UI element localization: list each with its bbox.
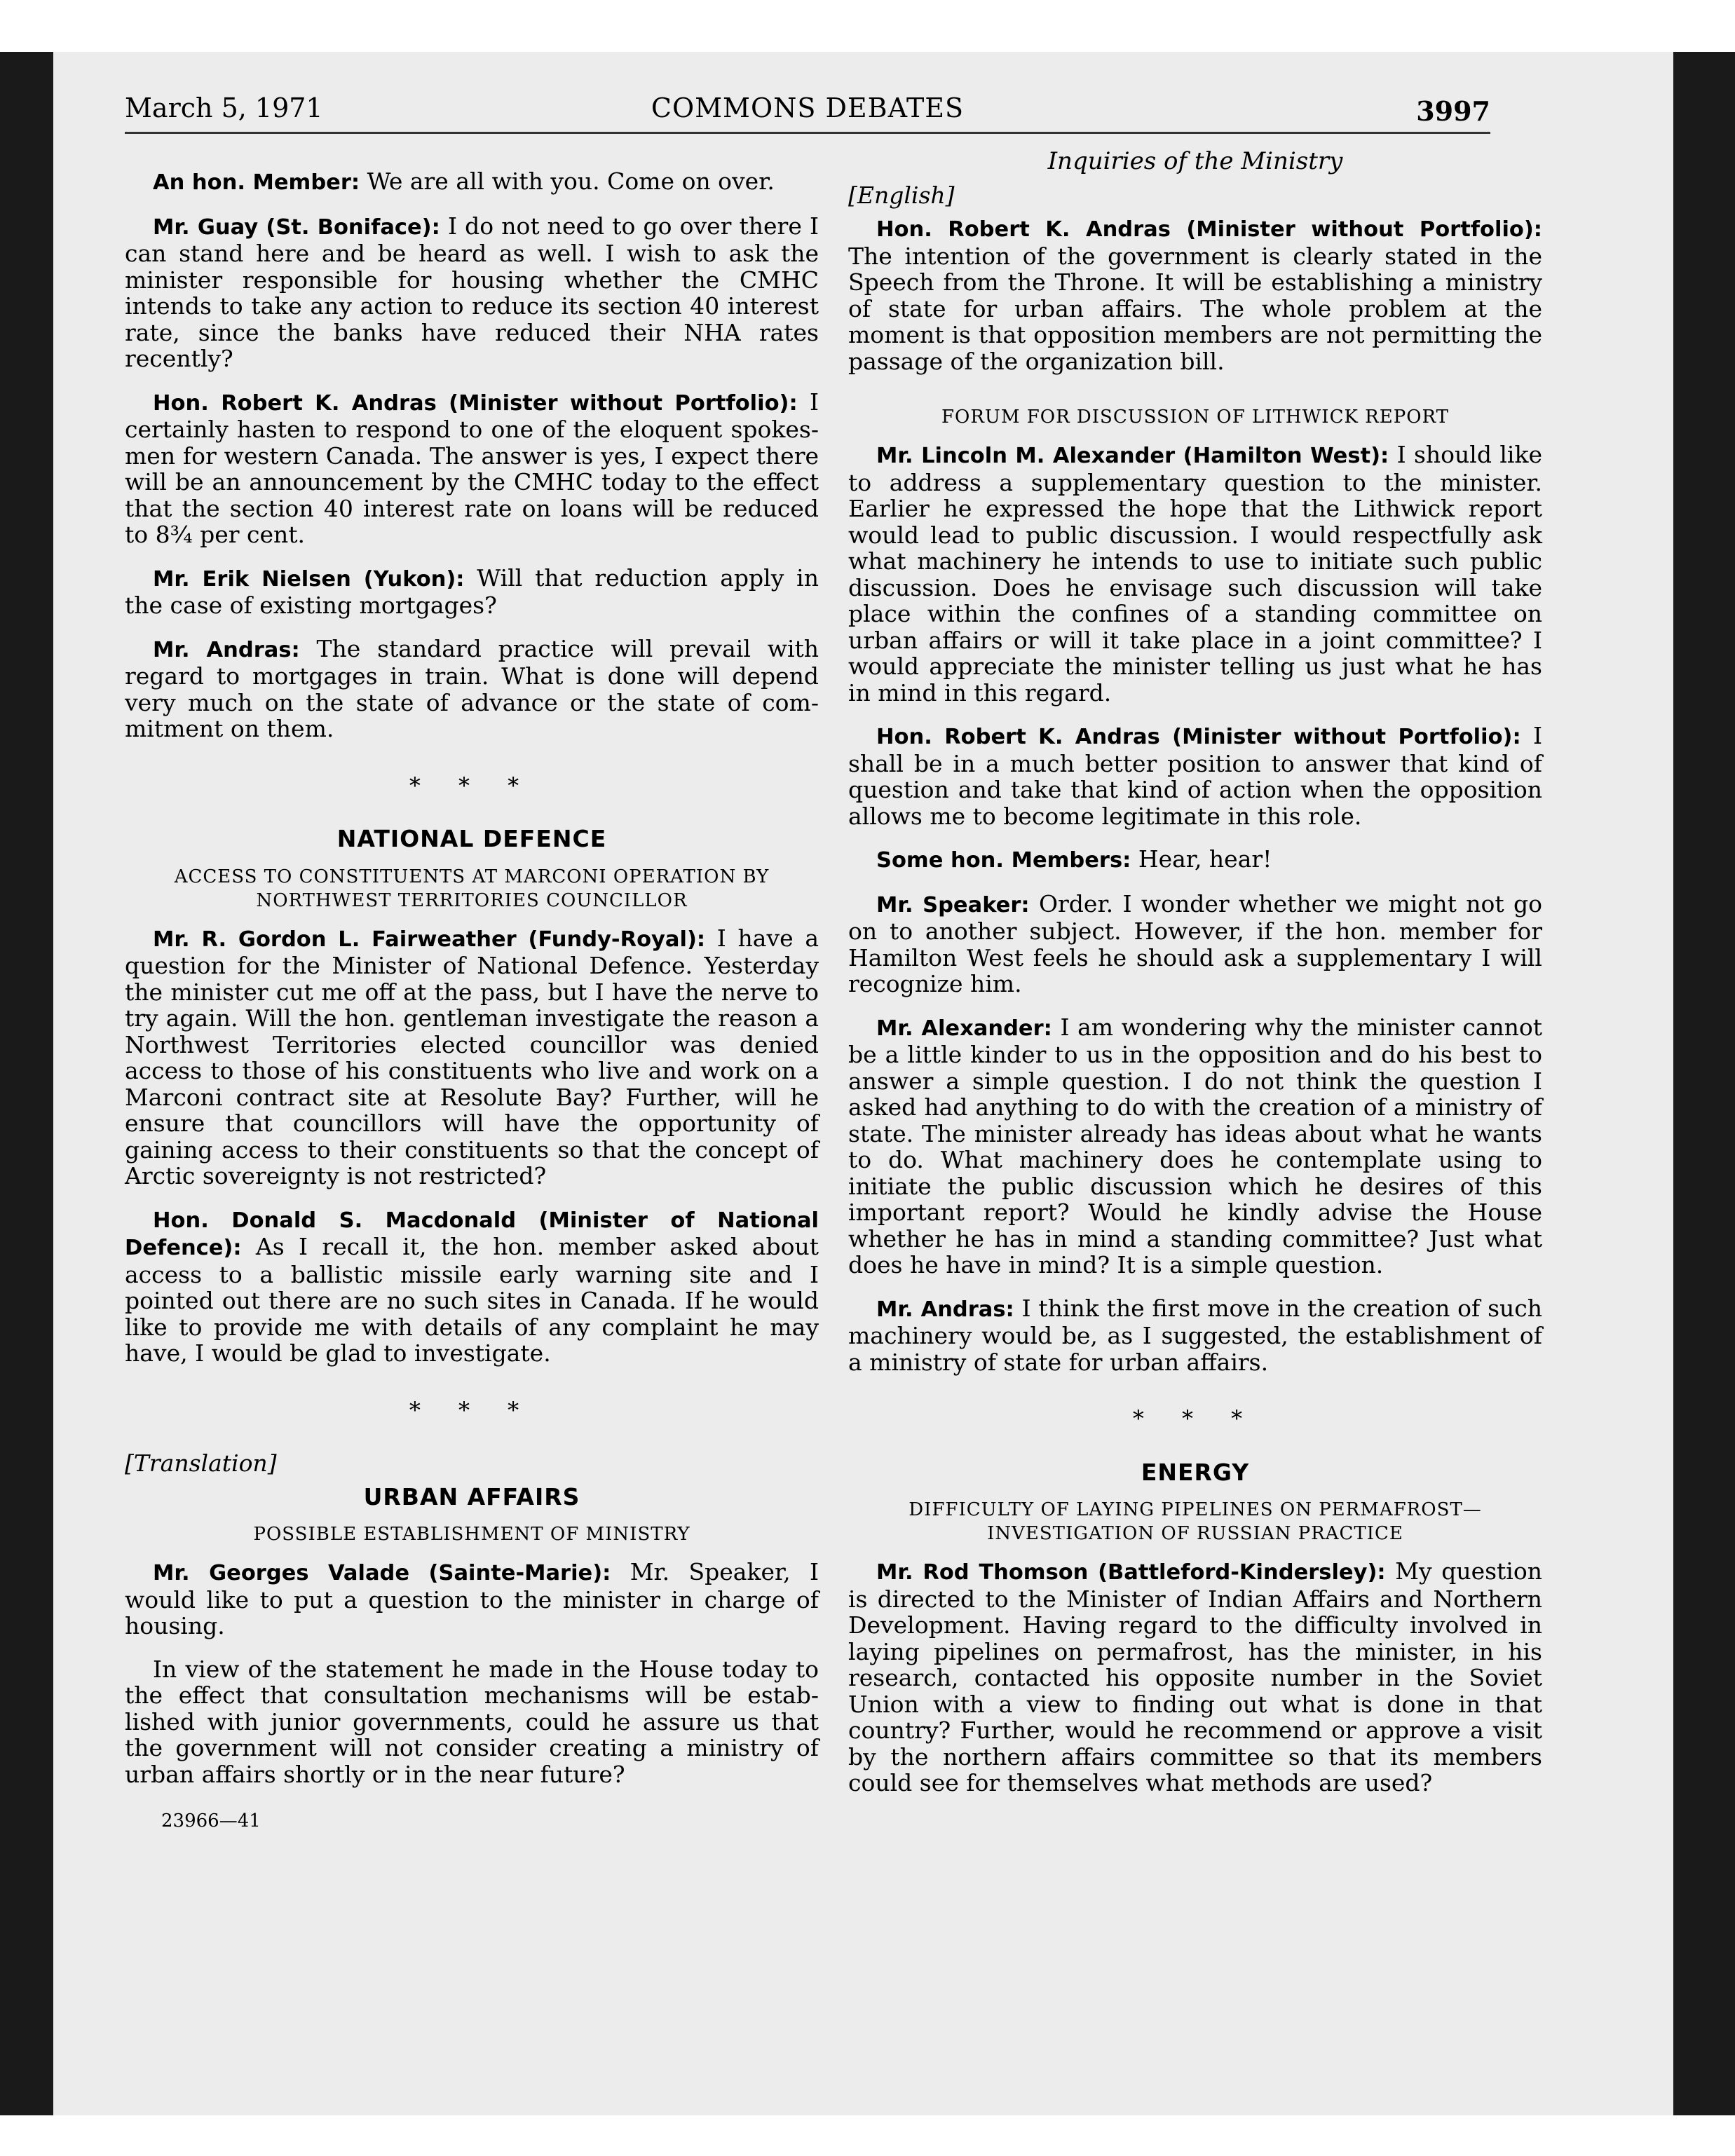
speech-text: I shall be in a much better position to answer that kind of question and take that kind of action when the opposition allows me to become legitimate in this role. xyxy=(848,722,1542,830)
speech-text: Hear, hear! xyxy=(1131,845,1272,873)
speech-text: I have a question for the Minister of National Defence. Yesterday the minister cut me off at the pass, but I have the nerve to try again. Will the hon. gentleman investigate the reason a Northwest Territories elected councillor was denied access to those of his constituents who live and work on a Marconi contract site at Resolute Bay? Further, will he ensure that councillors will have the opportunity of gaining access to their constituents so that the concept of Arctic sovereignty is not restricted? xyxy=(125,924,819,1189)
footer-code: 23966—41 xyxy=(161,1810,261,1831)
speaker-name: Mr. R. Gordon L. Fairweather (Fundy-Royal): xyxy=(153,927,706,952)
speaker-name: Mr. Georges Valade (Sainte-Marie): xyxy=(153,1561,611,1585)
paragraph xyxy=(848,215,1542,374)
speech-text: I should like to address a supplementary question to the minister. Earlier he expressed the hope that the Lithwick report would lead to public discussion. I would respectfully ask what machinery he intends to use to initiate such public discussion. Does he envisage such discussion will take place within the confines of a standing committee on urban affairs or will it take place in a joint committee? I would appreciate the minister telling us just what he has in mind in this regard. xyxy=(848,441,1542,707)
speech-text: We are all with you. Come on over. xyxy=(360,168,775,195)
speaker-name: Mr. Lincoln M. Alexander (Hamilton West): xyxy=(876,444,1389,468)
paragraph xyxy=(125,213,819,372)
section-separator: * * * xyxy=(409,1396,535,1424)
section-heading: ENERGY xyxy=(1141,1458,1250,1486)
speaker-name: Mr. Andras: xyxy=(876,1297,1014,1322)
speech-text: I certainly hasten to respond to one of the eloquent spokesmen for western Canada. The answer is yes, I expect there will be an announcement by the CMHC today to the effect that the section 40 interest rate on loans will be reduced to 8¾ per cent. xyxy=(125,388,819,548)
paragraph xyxy=(125,925,819,1189)
section-subheading: ACCESS TO CONSTITUENTS AT MARCONI OPERATION BY NORTHWEST TERRITORIES COUNCILLOR xyxy=(174,866,770,911)
section-separator: * * * xyxy=(1132,1405,1258,1432)
section-separator: * * * xyxy=(409,772,535,799)
header-title: COMMONS DEBATES xyxy=(651,93,965,123)
paragraph xyxy=(125,389,819,548)
speech-text: I do not need to go over there I can stand here and be heard as well. I wish to ask the minister responsible for housing whether the CMHC intends to take any action to reduce its section 40 interest rate, since the banks have reduced their NHA rates recently? xyxy=(125,212,819,372)
paragraph xyxy=(848,1295,1542,1376)
paragraph xyxy=(125,168,819,196)
speaker-name: Mr. Erik Nielsen (Yukon): xyxy=(153,566,465,592)
speaker-name: Hon. Donald S. Macdonald (Minister of National Defence): xyxy=(125,1208,819,1260)
speech-text: I am wondering why the minister cannot be a little kinder to us in the opposition and do his best to answer a simple question. I do not think the question I asked had anything to do with the creation of a ministry of state. The minister already has ideas about what he wants to do. What machinery does he contemplate using to initiate the public discussion which he desires of this important report? Would he kindly advise the House whether he has in mind a standing committee? Just what does he have in mind? It is a simple question. xyxy=(848,1013,1542,1278)
running-head xyxy=(125,90,1490,134)
header-page-number: 3997 xyxy=(1416,95,1490,127)
speaker-name: An hon. Member: xyxy=(153,170,360,195)
language-marker: [Translation] xyxy=(125,1449,277,1477)
paragraph xyxy=(125,1206,819,1367)
speaker-name: Mr. Andras: xyxy=(153,637,300,662)
speech-text: My question is directed to the Minister of Indian Affairs and Northern Development. Having regard to the difficulty involved in laying pipelines on permafrost, has the minister, in his research, contacted his opposite number in the Soviet Union with a view to finding out what is done in that country? Further, would he recommend or approve a visit by the northern affairs committee so that its members could see for themselves what methods are used? xyxy=(848,1557,1542,1796)
paragraph xyxy=(125,565,819,619)
section-subheading: FORUM FOR DISCUSSION OF LITHWICK REPORT xyxy=(941,407,1449,428)
speech-text: The standard practice will prevail with regard to mortgages in train. What is done will depend very much on the state of advance or the state of commitment on them. xyxy=(125,634,819,742)
paragraph xyxy=(848,723,1542,829)
speaker-name: Hon. Robert K. Andras (Minister without Portfolio): xyxy=(876,217,1542,242)
speech-text: The intention of the government is clearly stated in the Speech from the Throne. It will be establishing a ministry of state for urban affairs. The whole problem at the moment is that opposition members are not permitting the passage of the organization bill. xyxy=(848,242,1542,375)
left-column xyxy=(125,168,819,1835)
header-date: March 5, 1971 xyxy=(125,93,323,123)
speech-text: As I recall it, the hon. member asked about access to a ballistic missile early warning site and I pointed out there are no such sites in Canada. If he would like to provide me with details of any complaint he may have, I would be glad to investigate. xyxy=(125,1233,819,1367)
paragraph: In view of the statement he made in the House today to the effect that consultation mechanisms will be established with junior governments, could he assure us that the government will not consider creating a ministry of urban affairs shortly or in the near future? xyxy=(125,1655,819,1788)
section-subheading: DIFFICULTY OF LAYING PIPELINES ON PERMAFROST— INVESTIGATION OF RUSSIAN PRACTICE xyxy=(909,1499,1482,1544)
paragraph xyxy=(125,636,819,742)
paragraph xyxy=(125,1559,819,1639)
speaker-name: Mr. Alexander: xyxy=(876,1016,1052,1041)
paragraph xyxy=(848,442,1542,706)
speaker-name: Mr. Rod Thomson (Battleford-Kindersley): xyxy=(876,1560,1386,1585)
paragraph xyxy=(848,1014,1542,1278)
section-subheading: POSSIBLE ESTABLISHMENT OF MINISTRY xyxy=(253,1524,690,1545)
right-column xyxy=(848,149,1542,1813)
paragraph xyxy=(848,1558,1542,1796)
speaker-name: Mr. Guay (St. Boniface): xyxy=(153,214,440,240)
speech-text: Order. I wonder whether we might not go on to another subject. However, if the hon. member for Hamilton West feels he should ask a supplementary I will recognize him. xyxy=(848,889,1542,997)
speaker-name: Mr. Speaker: xyxy=(876,892,1030,917)
speaker-name: Hon. Robert K. Andras (Minister without Portfolio): xyxy=(153,390,798,416)
speech-text: I think the first move in the creation of such machinery would be, as I suggested, the establishment of a ministry of state for urban affairs. xyxy=(848,1294,1542,1376)
section-heading: NATIONAL DEFENCE xyxy=(336,825,607,852)
paragraph xyxy=(848,891,1542,997)
speech-text: Will that reduction apply in the case of existing mortgages? xyxy=(125,564,819,619)
section-heading: URBAN AFFAIRS xyxy=(363,1482,580,1510)
speaker-name: Some hon. Members: xyxy=(876,848,1131,873)
speech-text: Mr. Speaker, I would like to put a question to the minister in charge of housing. xyxy=(125,1558,819,1639)
running-title: Inquiries of the Ministry xyxy=(1047,147,1343,175)
language-marker: [English] xyxy=(848,181,955,209)
speaker-name: Hon. Robert K. Andras (Minister without Portfolio): xyxy=(876,725,1521,749)
paragraph xyxy=(848,846,1542,874)
